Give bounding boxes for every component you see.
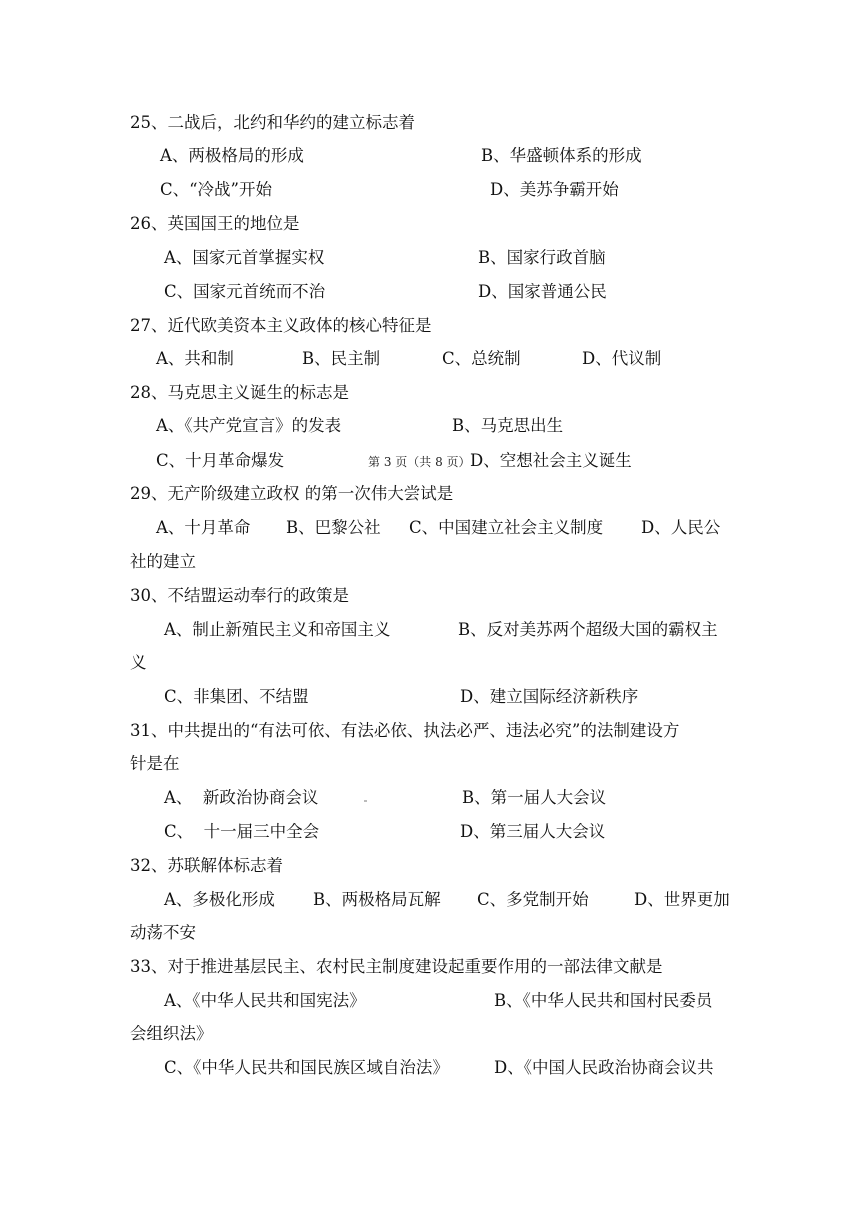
option-d: D、《中国人民政治协商会议共 bbox=[494, 1058, 714, 1077]
option-a: A、两极格局的形成 bbox=[160, 146, 304, 165]
option-c: C、总统制 bbox=[442, 349, 521, 368]
option-b: B、华盛顿体系的形成 bbox=[481, 146, 642, 165]
option-b: B、第一届人大会议 bbox=[462, 788, 607, 807]
option-d: D、建立国际经济新秩序 bbox=[460, 687, 639, 706]
option-b: B、《中华人民共和国村民委员 bbox=[494, 991, 713, 1010]
option-d: D、空想社会主义诞生 bbox=[470, 451, 632, 470]
option-a: A、共和制 bbox=[156, 349, 234, 368]
question-stem: 27、近代欧美资本主义政体的核心特征是 bbox=[130, 316, 432, 335]
option-d: D、人民公 bbox=[641, 518, 721, 537]
option-a: A、 新政治协商会议 bbox=[164, 788, 319, 807]
option-b: B、反对美苏两个超级大国的霸权主 bbox=[458, 620, 718, 639]
option-d-continued: 社的建立 bbox=[130, 552, 196, 571]
option-c: C、国家元首统而不治 bbox=[164, 282, 326, 301]
option-d: D、代议制 bbox=[582, 349, 662, 368]
option-c: C、“冷战”开始 bbox=[160, 180, 272, 199]
question-stem: 28、马克思主义诞生的标志是 bbox=[130, 383, 349, 402]
option-c: C、十月革命爆发 bbox=[156, 451, 285, 470]
option-c: C、 十一届三中全会 bbox=[164, 822, 320, 841]
option-d: D、世界更加 bbox=[634, 890, 730, 909]
option-d: D、国家普通公民 bbox=[478, 282, 607, 301]
question-stem: 33、对于推进基层民主、农村民主制度建设起重要作用的一部法律文献是 bbox=[130, 957, 663, 976]
option-b: B、巴黎公社 bbox=[286, 518, 381, 537]
option-b: B、马克思出生 bbox=[452, 416, 564, 435]
question-stem: 25、二战后，北约和华约的建立标志着 bbox=[130, 113, 415, 132]
question-stem: 26、英国国王的地位是 bbox=[130, 214, 300, 233]
question-stem: 32、苏联解体标志着 bbox=[130, 856, 283, 875]
option-b: B、两极格局瓦解 bbox=[313, 890, 441, 909]
option-b-continued: 会组织法》 bbox=[130, 1024, 213, 1043]
option-b-continued: 义 bbox=[130, 653, 147, 672]
question-stem: 31、中共提出的“有法可依、有法必依、执法必严、违法必究”的法制建设方 bbox=[130, 721, 680, 740]
option-d: D、第三届人大会议 bbox=[460, 822, 606, 841]
option-a: A、十月革命 bbox=[156, 518, 251, 537]
option-b: B、民主制 bbox=[302, 349, 381, 368]
option-a: A、《中华人民共和国宪法》 bbox=[164, 991, 366, 1010]
option-a: A、制止新殖民主义和帝国主义 bbox=[164, 620, 391, 639]
option-c: C、非集团、不结盟 bbox=[164, 687, 309, 706]
question-stem-continued: 针是在 bbox=[130, 754, 180, 773]
option-b: B、国家行政首脑 bbox=[478, 248, 606, 267]
page-footer: 第 3 页（共 8 页） bbox=[368, 455, 471, 469]
option-c: C、中国建立社会主义制度 bbox=[409, 518, 604, 537]
scan-speck bbox=[364, 800, 367, 802]
option-c: C、多党制开始 bbox=[477, 890, 589, 909]
option-d-continued: 动荡不安 bbox=[130, 923, 196, 942]
option-d: D、美苏争霸开始 bbox=[490, 180, 619, 199]
option-a: A、国家元首掌握实权 bbox=[164, 248, 325, 267]
question-stem: 30、不结盟运动奉行的政策是 bbox=[130, 586, 349, 605]
option-a: A、多极化形成 bbox=[164, 890, 275, 909]
option-a: A、《共产党宣言》的发表 bbox=[156, 416, 342, 435]
option-c: C、《中华人民共和国民族区域自治法》 bbox=[164, 1058, 449, 1077]
question-stem: 29、无产阶级建立政权 的第一次伟大尝试是 bbox=[130, 484, 454, 503]
